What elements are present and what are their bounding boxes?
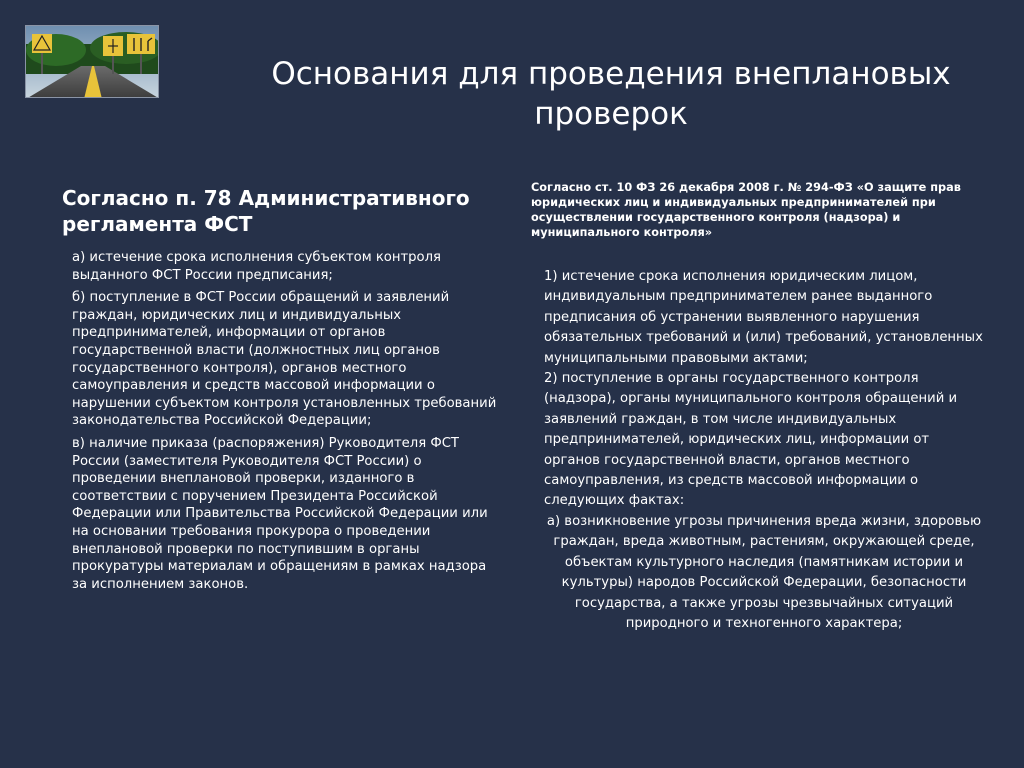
list-item: в) наличие приказа (распоряжения) Руководителя ФСТ России (заместителя Руководителя ФСТ России) о проведении внеплановой проверки, изданного в соответствии с поручением Президента Российской Федерации или Правительства Российской Федерации или на основании требования прокурора о проведении внеплановой проверки по поступившим в органы прокуратуры материалам и обращениям в рамках надзора за исполнением законов.	[72, 435, 488, 592]
list-item: 2) поступление в органы государственного контроля (надзора), органы муниципального контроля обращений и заявлений граждан, в том числе индивидуальных предпринимателей, юридических лиц, информации от органов государственной власти, органов местного самоуправления, из средств массовой информации о следующих фактах:	[544, 371, 958, 509]
right-column-list	[544, 267, 984, 634]
left-column-heading: Согласно п. 78 Административного регламента ФСТ	[62, 186, 470, 236]
left-column-list	[72, 249, 497, 598]
list-item: 1) истечение срока исполнения юридическим лицом, индивидуальным предпринимателем ранее выданного предписания об устранении выявленного нарушения обязательных требований и (или) требований, установленных муниципальными правовыми актами;	[544, 269, 983, 366]
list-item: б) поступление в ФСТ России обращений и заявлений граждан, юридических лиц и индивидуальных предпринимателей, информации от органов государственной власти (должностных лиц органов государственного контроля), органов местного самоуправления и средств массовой информации о нарушении субъектом контроля установленных требований законодательства Российской Федерации;	[72, 290, 497, 429]
road-signs-logo-image	[25, 25, 159, 98]
list-item: а) возникновение угрозы причинения вреда жизни, здоровью граждан, вреда животным, растениям, окружающей среде, объектам культурного наследия (памятникам истории и культуры) народов Российской Федерации, безопасности государства, а также угрозы чрезвычайных ситуаций природного и техногенного характера;	[546, 513, 982, 631]
list-item: а) истечение срока исполнения субъектом контроля выданного ФСТ России предписания;	[72, 250, 441, 283]
right-column-heading: Согласно ст. 10 ФЗ 26 декабря 2008 г. № 294-ФЗ «О защите прав юридических лиц и индивидуальных предпринимателей при осуществлении государственного контроля (надзора) и муниципального контроля»	[531, 181, 961, 239]
slide-title: Основания для проведения внеплановых проверок	[271, 56, 951, 132]
